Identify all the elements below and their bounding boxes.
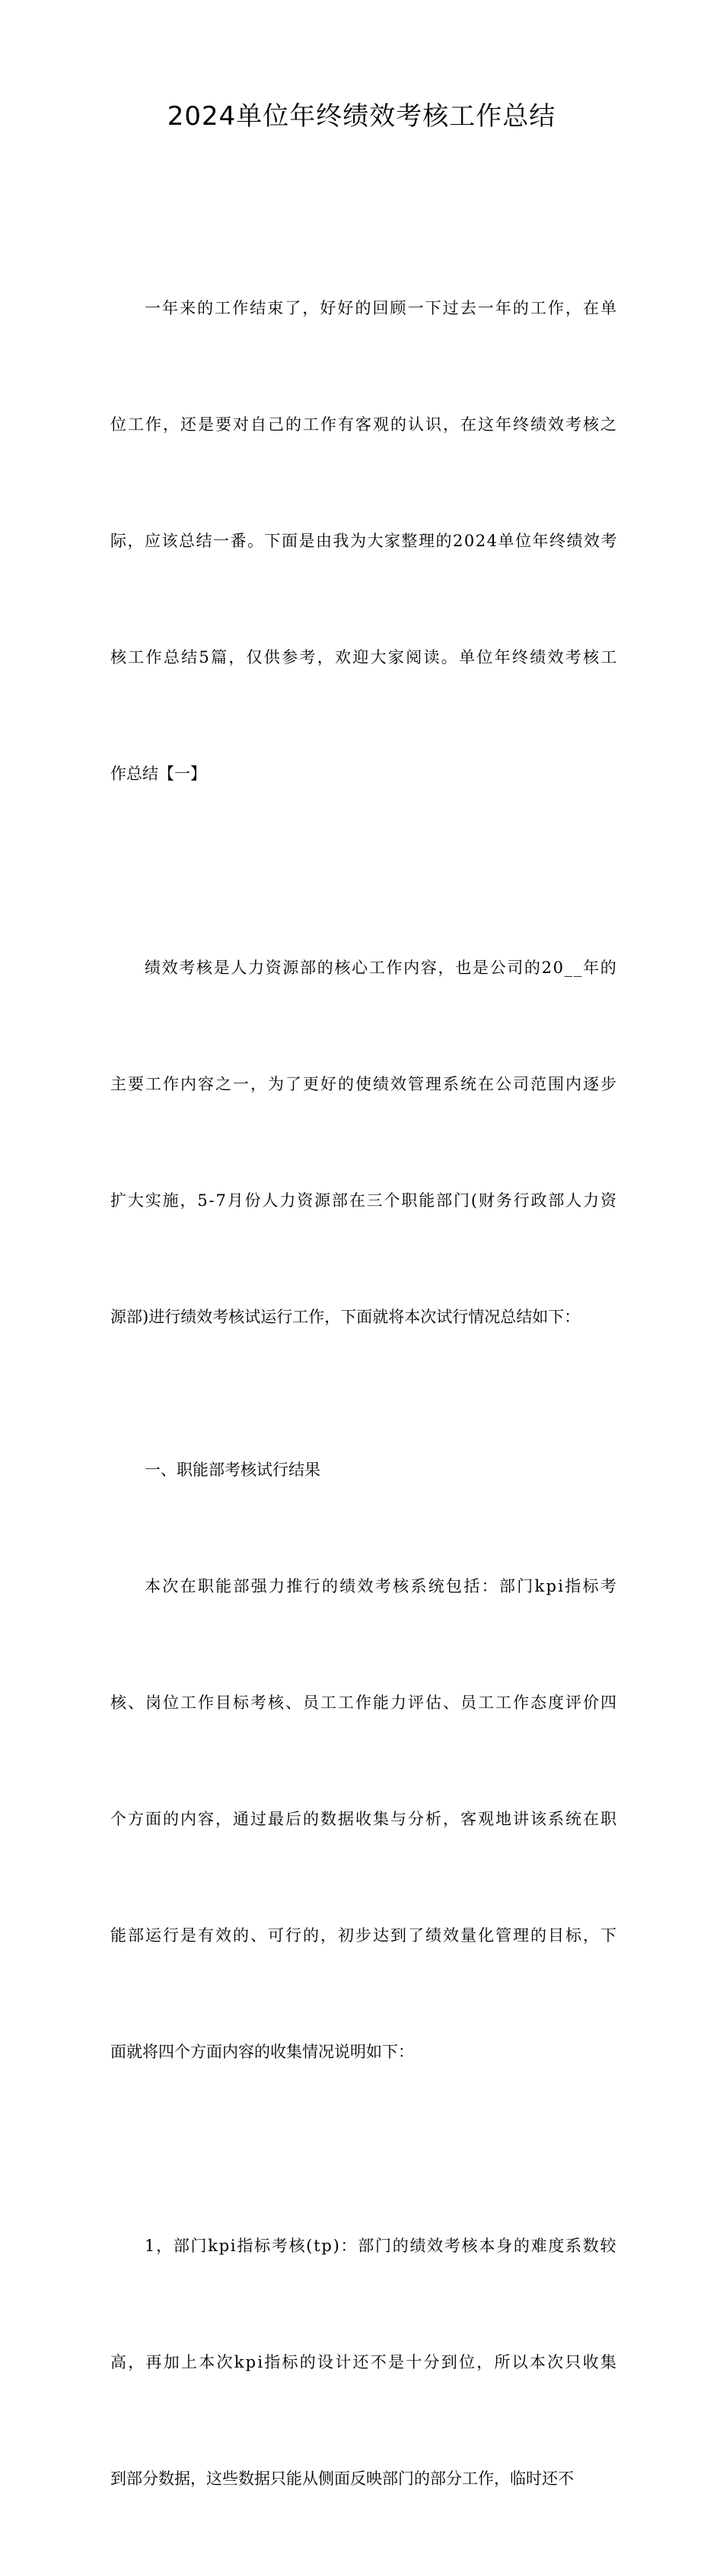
paragraph-line: 主要工作内容之一，为了更好的使绩效管理系统在公司范围内逐步 bbox=[110, 1075, 618, 1093]
paragraph-line: 核、岗位工作目标考核、员工工作能力评估、员工工作态度评价四 bbox=[110, 1693, 618, 1712]
paragraph-line: 核工作总结5篇，仅供参考，欢迎大家阅读。单位年终绩效考核工 bbox=[110, 648, 619, 666]
paragraph-line: 际，应该总结一番。下面是由我为大家整理的2024单位年终绩效考 bbox=[110, 532, 618, 550]
paragraph-overview bbox=[110, 871, 616, 1414]
paragraph-line: 面就将四个方面内容的收集情况说明如下： bbox=[110, 2043, 414, 2061]
paragraph-line: 绩效考核是人力资源部的核心工作内容，也是公司的20__年的 bbox=[145, 959, 618, 977]
document-body bbox=[110, 211, 619, 2576]
paragraph-line: 源部)进行绩效考核试运行工作，下面就将本次试行情况总结如下： bbox=[110, 1308, 581, 1326]
paragraph-line: 高，再加上本次kpi指标的设计还不是十分到位，所以本次只收集 bbox=[110, 2353, 619, 2371]
paragraph-intro bbox=[110, 211, 619, 871]
paragraph-line: 个方面的内容，通过最后的数据收集与分析，客观地讲该系统在职 bbox=[110, 1810, 618, 1828]
paragraph-line: 位工作，还是要对自己的工作有客观的认识，在这年终绩效考核之 bbox=[110, 415, 618, 434]
section-heading: 一、职能部考核试行结果 bbox=[145, 1461, 320, 1479]
paragraph-line: 一年来的工作结束了，好好的回顾一下过去一年的工作，在单 bbox=[145, 299, 619, 317]
paragraph-system bbox=[110, 1490, 619, 2149]
paragraph-line: 作总结【一】 bbox=[110, 765, 206, 783]
paragraph-line: 本次在职能部强力推行的绩效考核系统包括：部门kpi指标考 bbox=[145, 1577, 619, 1595]
paragraph-line: 1，部门kpi指标考核(tp)：部门的绩效考核本身的难度系数较 bbox=[145, 2237, 618, 2255]
document-title: 2024单位年终绩效考核工作总结 bbox=[167, 101, 556, 132]
paragraph-line: 到部分数据，这些数据只能从侧面反映部门的部分工作，临时还不 bbox=[110, 2469, 574, 2488]
paragraph-kpi bbox=[110, 2149, 619, 2576]
paragraph-line: 扩大实施，5-7月份人力资源部在三个职能部门(财务行政部人力资 bbox=[110, 1191, 618, 1210]
paragraph-line: 能部运行是有效的、可行的，初步达到了绩效量化管理的目标，下 bbox=[110, 1926, 618, 1945]
